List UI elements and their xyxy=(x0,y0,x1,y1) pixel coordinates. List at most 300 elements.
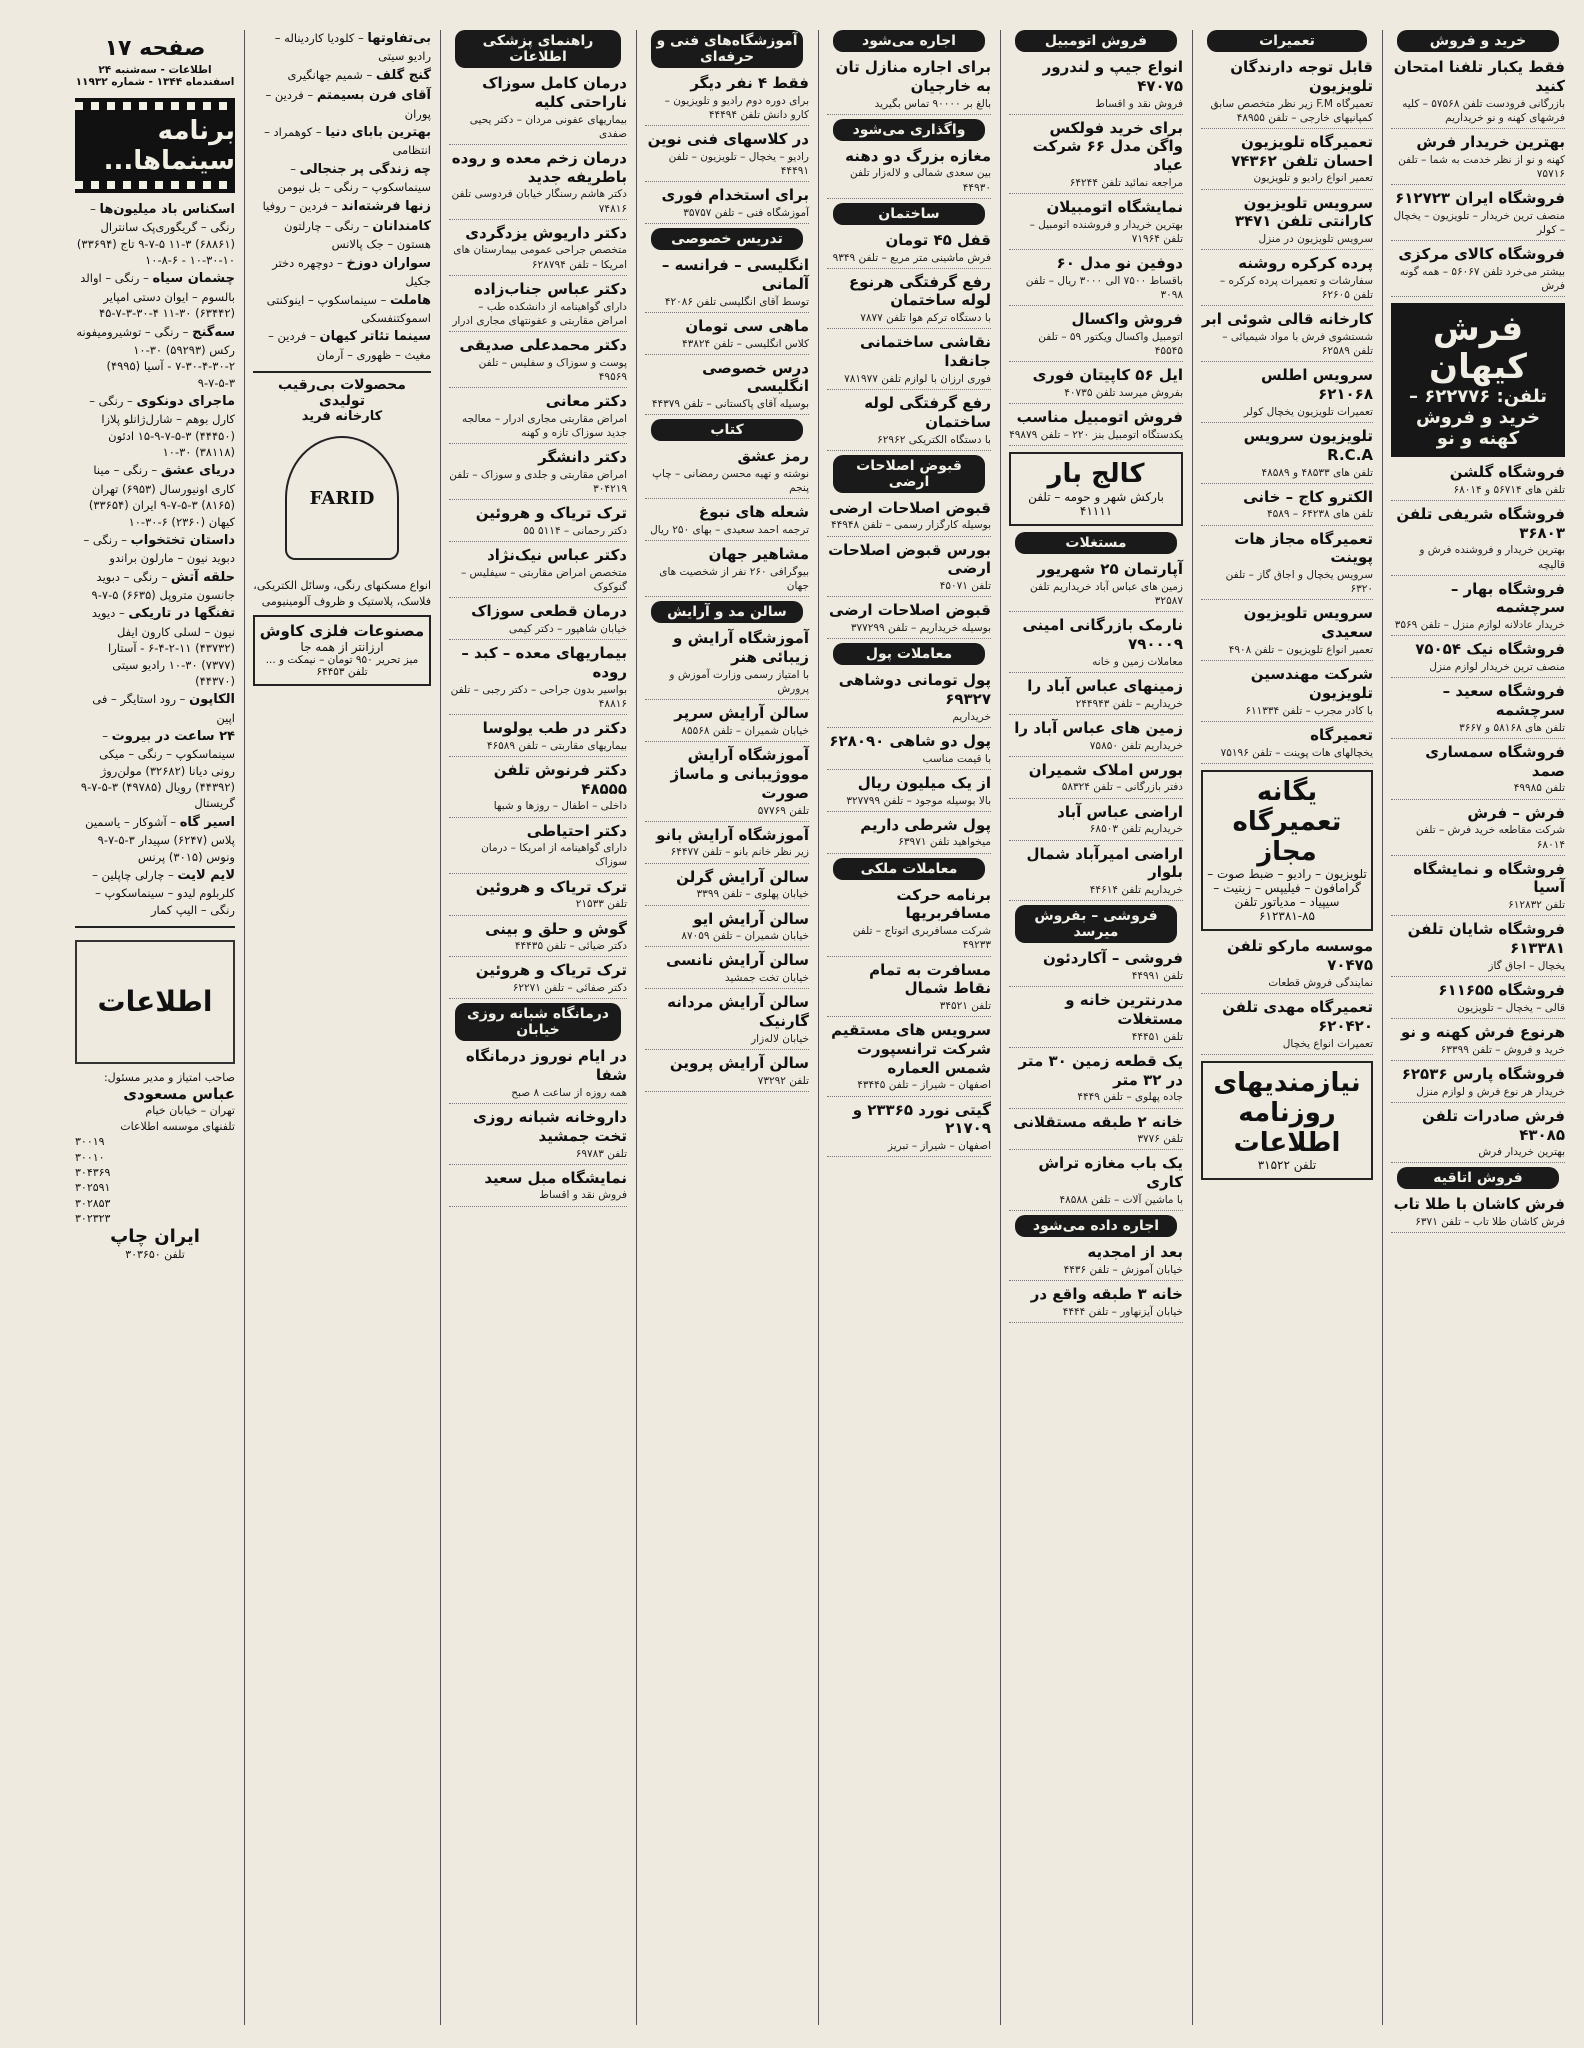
classified-ad xyxy=(1009,366,1183,404)
ad-title: یک قطعه زمین ۳۰ متر در ۳۲ متر xyxy=(1018,1051,1183,1089)
section-banner: سالن مد و آرایش xyxy=(651,601,803,623)
ad-title: پول دو شاهی ۶۲۸۰۹۰ xyxy=(829,731,991,750)
boxed-ad-title: فرش کیهان xyxy=(1429,309,1527,387)
section-banner: کتاب xyxy=(651,419,803,441)
classified-ad xyxy=(827,273,991,330)
section-banner: درمانگاه شبانه روزی خیابان xyxy=(455,1003,621,1041)
ad-title: فرش کاشان با طلا تاب xyxy=(1393,1195,1565,1214)
ad-text: خریداریم تلفن ۷۵۸۵۰ xyxy=(1089,739,1183,752)
cinema-listing xyxy=(253,292,431,327)
ad-title: در ایام نوروز درمانگاه شفا xyxy=(465,1047,627,1085)
ad-title: درمان کامل سوزاک ناراحتی کلیه xyxy=(482,74,627,111)
cinema-name: ۲۴ ساعت در بیروت xyxy=(111,728,235,744)
classified-ad xyxy=(449,1047,627,1104)
ad-text: متخصص امراض مقاربتی – سیفلیس – گنوکوک xyxy=(460,566,627,593)
page-number: صفحه ۱۷ xyxy=(104,36,206,61)
ad-title: دوفین نو مدل ۶۰ xyxy=(1056,254,1183,273)
masthead-logo: اطلاعات xyxy=(75,940,235,1064)
ad-text: باقساط ۷۵۰۰ الی ۳۰۰۰ ریال – تلفن ۳۰۹۸ xyxy=(1025,274,1183,302)
ad-title: تعمیرگاه مجاز هات پوینت xyxy=(1234,529,1373,567)
ad-text: بیماریهای مقاربتی – تلفن ۴۶۵۸۹ xyxy=(486,739,627,752)
column-rule xyxy=(818,30,819,2025)
ad-text: زیر نظر خانم بانو – تلفن ۶۴۴۷۷ xyxy=(670,846,809,859)
classified-ad xyxy=(1201,665,1373,722)
ad-title: قفل ۴۵ تومان xyxy=(885,230,991,249)
classified-ad xyxy=(645,447,809,499)
ad-title: بعد از امجدیه xyxy=(1087,1243,1183,1262)
classified-ad xyxy=(1201,726,1373,764)
ad-text: کهنه و نو از نظر خدمت به شما – تلفن ۷۵۷۱۶ xyxy=(1398,153,1565,180)
classified-ad xyxy=(449,761,627,818)
ad-title: رفع گرفتگی لوله ساختمان xyxy=(864,394,991,431)
cinema-name: چشمان سیاه xyxy=(152,271,235,287)
ad-text: فرش کاشان طلا تاب – تلفن ۶۳۷۱ xyxy=(1415,1216,1565,1229)
address: تهران – خیابان خیام xyxy=(145,1104,235,1118)
ad-text: بین سعدی شمالی و لاله‌زار تلفن ۴۴۹۳۰ xyxy=(849,167,991,194)
section-banner: ساختمان xyxy=(833,203,985,225)
ad-text: تعمیرات تلویزیون یخچال کولر xyxy=(1243,405,1373,418)
ad-text: خیابان آیزنهاور – تلفن ۴۴۴۴ xyxy=(1062,1305,1183,1318)
farid-logo-area xyxy=(253,428,431,578)
classified-ad xyxy=(645,704,809,742)
ad-title: در کلاسهای فنی نوین xyxy=(647,130,809,149)
ad-title: فروشگاه سمساری صمد xyxy=(1425,742,1565,780)
section-banner: واگذاری می‌شود xyxy=(833,119,985,141)
classified-ad xyxy=(1391,682,1565,739)
ad-text: دکتر ضیائی – تلفن ۴۴۴۳۵ xyxy=(514,940,627,953)
classified-ad xyxy=(449,602,627,640)
ad-text: تلفن ۶۹۷۸۳ xyxy=(575,1147,627,1160)
ad-text: بوسیله خریداریم – تلفن ۳۷۷۲۹۹ xyxy=(850,622,991,635)
ad-title: فروشگاه ۶۱۱۶۵۵ xyxy=(1438,981,1565,1000)
cinema-details: – سینماسکوپ – رنگی – میکی رونی دیانا (۳۲۶۸۲) مولن‌روژ (۴۴۳۹۲) رویال (۴۹۷۸۵) ۳-۵-۷-۹ گریستال xyxy=(80,728,235,811)
section-banner: فروشی – بفروش میرسد xyxy=(1015,905,1177,943)
classified-ad xyxy=(827,774,991,812)
classified-ad xyxy=(449,920,627,958)
ad-text: خریداریم تلفن ۴۴۶۱۴ xyxy=(1089,884,1183,897)
classified-ad xyxy=(1009,845,1183,902)
ad-text: منصف ترین خریدار – تلویزیون – یخچال – کولر xyxy=(1393,209,1565,236)
cinema-listing xyxy=(253,87,431,122)
cinema-listing xyxy=(75,462,235,529)
ad-title: ماهی سی تومان xyxy=(685,316,809,335)
ad-title: فروشگاه نیک ۷۵۰۵۴ xyxy=(1415,640,1565,659)
phone-number: ۳۰۴۳۶۹ xyxy=(75,1165,111,1179)
classified-ad xyxy=(827,394,991,451)
ad-title: قبوض اصلاحات ارضی xyxy=(829,498,991,517)
ad-title: سالن آرایش گرلن xyxy=(676,867,809,886)
ad-text: بواسیر بدون جراحی – دکتر رجبی – تلفن ۴۸۸۱۶ xyxy=(450,683,627,710)
ad-title: برای استخدام فوری xyxy=(661,186,809,205)
classified-ad xyxy=(645,993,809,1050)
kavosh-sub: ارزانتر از همه جا xyxy=(300,640,384,655)
ad-text: خریدار هر نوع فرش و لوازم منزل xyxy=(1416,1085,1565,1098)
ad-text: تلفن های ۴۸۵۳۳ و ۴۸۵۸۹ xyxy=(1261,466,1373,479)
classified-ad xyxy=(1009,949,1183,987)
column-furniture xyxy=(1386,30,1570,2025)
ad-title: ایل ۵۶ کاپیتان فوری xyxy=(1032,366,1183,385)
ad-text: خیابان تخت جمشید xyxy=(725,972,809,985)
ad-text: کلاس انگلیسی – تلفن ۴۳۸۲۴ xyxy=(682,337,809,350)
ad-text: تعمیرات انواع یخچال xyxy=(1282,1037,1373,1050)
classified-ad xyxy=(1009,1052,1183,1109)
classified-ad xyxy=(449,1169,627,1207)
cinema-details: – فردین – مغیث – ظهوری – آرمان xyxy=(268,329,431,362)
classified-ad xyxy=(827,541,991,598)
cinema-listing xyxy=(75,393,235,460)
cinema-details: – رنگی – گریگوری‌پک سانترال (۶۸۸۶۱) ۳-۱۱ ۵-۷-۹ تاج (۳۳۶۹۴) ۱۰-۳۰-۱۰ - ۶-۸-۱۰ xyxy=(76,202,235,268)
ad-text: نمایندگی فروش قطعات xyxy=(1268,976,1373,989)
boxed-ad-title: یگانه تعمیرگاه مجاز xyxy=(1232,776,1342,867)
ad-title: پول شرطی داریم xyxy=(860,815,991,834)
ad-text: تعمیر انواع تلویزیون – تلفن ۴۹۰۸ xyxy=(1228,643,1373,656)
classified-ad xyxy=(1391,245,1565,297)
classified-ad xyxy=(1201,427,1373,484)
ad-text: خیابان شاهپور – دکتر کیمی xyxy=(508,622,627,635)
ad-text: تلفن ۲۱۵۳۳ xyxy=(575,898,627,911)
classified-ad xyxy=(645,256,809,313)
ad-text: تلفن های ۵۶۷۱۴ و ۶۸۰۱۴ xyxy=(1453,483,1565,496)
section-banner: فروش اتاقیه xyxy=(1397,1167,1559,1189)
classified-ad xyxy=(1201,58,1373,129)
column-education xyxy=(640,30,814,2025)
classified-ad xyxy=(645,910,809,948)
column-cinema xyxy=(70,30,240,2025)
ad-title: شعله های نبوغ xyxy=(698,503,809,522)
cinema-name: بی‌تفاوتها xyxy=(367,31,431,46)
ad-text: اتومبیل واکسال ویکتور ۵۹ – تلفن ۴۵۵۴۵ xyxy=(1038,331,1183,358)
ad-title: فروشگاه پارس ۶۲۵۳۶ xyxy=(1401,1064,1565,1083)
classified-ad xyxy=(1201,133,1373,190)
cinema-details: – رنگی – مینا کاری اونیورسال (۶۹۵۳) تهران (۸۱۶۵) ۳-۵-۷-۹ ایران (۳۳۶۵۴) کیهان (۲۳۶۰) ۶-۳۰-۱۰ xyxy=(88,463,235,529)
ad-text: زمین های عباس آباد خریداریم تلفن ۳۲۵۸۷ xyxy=(1030,580,1183,608)
ad-title: فروشگاه ایران ۶۱۲۷۲۳ xyxy=(1395,188,1565,207)
classified-ad xyxy=(449,149,627,220)
ad-title: اراضی امیرآباد شمال بلوار xyxy=(1026,844,1183,882)
cinema-listing xyxy=(253,198,431,216)
ad-text: تلفن ۵۷۷۶۹ xyxy=(757,804,809,817)
ad-text: تلفن ۴۴۹۹۱ xyxy=(1131,969,1183,982)
column-repair xyxy=(1196,30,1378,2025)
classified-ad xyxy=(827,1021,991,1096)
cinema-details: – رنگی – دبوید نیون – مارلون براندو xyxy=(83,532,235,566)
classified-ad xyxy=(1391,463,1565,501)
ad-text: تلفن ۶۱۲۸۳۲ xyxy=(1508,899,1565,912)
classified-ad xyxy=(645,130,809,182)
ad-text: خیابان آموزش – تلفن ۴۴۳۶ xyxy=(1063,1263,1183,1276)
cinema-details: – آشوکار – یاسمین پلاس (۶۲۴۷) سپیدار ۳-۵-۷-۹ ونوس (۳۰۱۵) پرنس xyxy=(85,814,235,864)
ad-title: فروشگاه و نمایشگاه آسیا xyxy=(1413,859,1565,897)
ad-text: سرویس یخچال و اجاق گاز – تلفن ۶۳۲۰ xyxy=(1225,569,1373,596)
section-banner: آموزشگاه‌های فنی و حرفه‌ای xyxy=(651,30,803,68)
classified-ad xyxy=(1201,310,1373,362)
boxed-ad-text: تلفن ۳۱۵۲۲ xyxy=(1257,1158,1317,1173)
ad-text: تعمیرگاه F.M زیر نظر متخصص سابق کمپانیهای خارجی – تلفن ۴۸۹۵۵ xyxy=(1210,97,1373,124)
ad-text: توسط آقای انگلیسی تلفن ۴۲۰۸۶ xyxy=(664,295,809,308)
ad-text: با ماشین آلات – تلفن ۴۸۵۸۸ xyxy=(1059,1193,1183,1206)
classified-ad xyxy=(449,448,627,500)
cinema-listing xyxy=(75,691,235,726)
ad-title: دکتر احتیاطی xyxy=(526,821,627,840)
cinema-details: – چارلی چاپلین – کلربلوم لیدو – سینماسکوپ – رنگی – الیپ کمار xyxy=(92,867,235,917)
ad-title: سالن آرایش پروین xyxy=(669,1054,809,1073)
ad-title: پرده کرکره روشنه xyxy=(1238,254,1373,273)
ad-text: سفارشات و تعمیرات پرده کرکره – تلفن ۶۲۶۰۵ xyxy=(1219,274,1373,302)
classified-ad xyxy=(1201,937,1373,994)
section-banner: اجاره داده می‌شود xyxy=(1015,1215,1177,1237)
ad-text: اصفهان – شیراز – تلفن ۴۳۴۴۵ xyxy=(857,1079,991,1092)
cinema-name: الکاپون xyxy=(189,692,235,708)
classified-ad xyxy=(645,503,809,541)
section-banner: معاملات پول xyxy=(833,643,985,665)
phone-number: ۳۰۲۳۲۳ xyxy=(75,1212,111,1226)
ad-text: پوست و سوزاک و سفلیس – تلفن ۴۹۵۶۹ xyxy=(478,356,627,383)
repair-ads xyxy=(1201,30,1373,1180)
kavosh-title: مصنوعات فلزی کاوش xyxy=(259,621,425,640)
factory-name: کارخانه فرید xyxy=(301,409,383,425)
ad-title: گیتی نورد ۲۳۳۶۵ و ۲۱۷۰۹ xyxy=(852,1100,991,1138)
classified-ad xyxy=(827,886,991,957)
boxed-ad-title: کالج بار xyxy=(1047,459,1145,490)
ad-text: آموزشگاه فنی – تلفن ۳۵۷۵۷ xyxy=(683,206,809,219)
classified-ad xyxy=(1391,1065,1565,1103)
ad-title: ترک تریاک و هروئین xyxy=(475,877,627,896)
ad-title: بورس قبوض اصلاحات ارضی xyxy=(828,540,991,578)
ad-title: سرویس های مستقیم شرکت ترانسپورت شمس العماره xyxy=(831,1021,991,1077)
ad-text: نوشته و تهیه محسن رمضانی – چاپ پنجم xyxy=(652,468,809,495)
ad-title: سرویس اطلس ۶۲۱۰۶۸ xyxy=(1260,366,1373,404)
ad-text: متخصص جراحی عمومی بیمارستان های امریکا – تلفن ۶۲۸۷۹۴ xyxy=(453,244,627,271)
ad-title: برای اجاره منازل تان به خارجیان xyxy=(835,58,991,95)
classified-ad xyxy=(645,629,809,700)
ad-title: دکتر در طب یولوسا xyxy=(482,718,627,737)
owner-label: صاحب امتیاز و مدیر مسئول: xyxy=(103,1070,235,1084)
ad-title: درمان زخم معده و روده باطریفه جدید xyxy=(451,148,627,186)
cinema-details: – رنگی – توشیرومیفونه رکس (۵۹۲۹۳) ۳۰-۱۰ ۲-۳۰-۴-۳۰-۷ - آسیا (۴۹۹۵) ۳-۵-۷-۹ xyxy=(76,324,235,390)
column-health xyxy=(444,30,632,2025)
classified-ad xyxy=(1009,677,1183,715)
classified-ad xyxy=(1009,58,1183,115)
classified-ad xyxy=(449,644,627,715)
cinema-name: سینما تئاتر کیهان xyxy=(319,329,431,345)
classified-ad xyxy=(645,826,809,864)
ad-text: دارای گواهینامه از دانشکده طب – امراض مقاربتی و عفونتهای مجاری ادرار xyxy=(452,300,627,327)
classified-ad xyxy=(1391,1107,1565,1164)
ad-text: همه روزه از ساعت ۸ صبح xyxy=(511,1086,627,1099)
cinema-name: گنج گلف xyxy=(375,67,431,83)
column-auto xyxy=(1004,30,1188,2025)
classified-ad xyxy=(449,392,627,444)
classified-ad xyxy=(449,280,627,332)
ad-text: منصف ترین خریدار لوازم منزل xyxy=(1429,661,1565,674)
cinema-listing xyxy=(253,30,431,65)
ad-title: برنامه حرکت مسافربریها xyxy=(896,885,991,923)
ad-text: تلفن ۷۳۲۹۲ xyxy=(757,1074,809,1087)
ad-text: بیماریهای عفونی مردان – دکتر یحیی صفدی xyxy=(469,113,627,140)
classified-ad xyxy=(1009,1243,1183,1281)
ad-title: سالن آرایش سرپر xyxy=(674,704,809,723)
ad-text: بهترین خریدار فرش xyxy=(1478,1146,1565,1159)
cinema-name: اسیر گاه xyxy=(179,814,235,830)
classified-ad xyxy=(827,816,991,854)
column-rule xyxy=(1000,30,1001,2025)
column-rent xyxy=(822,30,996,2025)
cinema-listing xyxy=(75,270,235,321)
ad-title: آپارتمان ۲۵ شهریور xyxy=(1037,560,1183,579)
ad-title: الکترو کاج – خانی xyxy=(1243,487,1373,506)
ad-text: فروش نقد و اقساط xyxy=(1095,97,1183,110)
classified-ad xyxy=(1391,1195,1565,1233)
ad-text: خیابان شمیران – تلفن ۸۷۰۵۹ xyxy=(681,930,809,943)
printer: ایران چاپ xyxy=(110,1226,200,1248)
classified-ad xyxy=(1009,1285,1183,1323)
classified-ad xyxy=(1201,604,1373,661)
ad-text: تلفن ۳۴۵۲۱ xyxy=(939,1000,991,1012)
section-banner: راهنمای پزشکی اطلاعات xyxy=(455,30,621,68)
ad-title: فروش اتومبیل مناسب xyxy=(1016,408,1183,427)
cinema-details: – رنگی – کارل بوهم – شارل‌ژانلو پلازا (۴۴۴۵۰) ۳-۵-۷-۹-۱۵ ادئون (۳۸۱۱۸) ۳۰-۱۰ xyxy=(89,393,235,460)
cinema-listing xyxy=(75,324,235,391)
classified-ad xyxy=(645,186,809,224)
classified-ad xyxy=(449,822,627,874)
farid-title: محصولات بی‌رقیب تولیدی xyxy=(278,377,406,410)
classified-ad xyxy=(449,336,627,388)
ad-title: فروشگاه کالای مرکزی xyxy=(1398,245,1565,264)
cinema-name: آقای فرن بسیمتم xyxy=(316,88,431,104)
issue-line: اطلاعات - سه‌شنبه ۲۴ اسفندماه ۱۳۴۴ - شماره ۱۱۹۳۲ xyxy=(75,64,235,88)
phone-number: ۳۰۲۸۵۳ xyxy=(75,1196,111,1210)
ad-text: امراض مقاربتی مجاری ادرار – معالجه جدید سوزاک تازه و کهنه xyxy=(462,412,627,439)
kavosh-text: میز تحریر ۹۵۰ تومان – نیمکت و ... تلفن ۶۴۴۵۳ xyxy=(265,654,419,679)
classified-ad xyxy=(1391,58,1565,129)
cinema-details: – فردین – پوران xyxy=(265,88,431,121)
cinema-name: تفنگها در تاریکی xyxy=(128,606,235,622)
ad-text: تلفن ۴۴۴۵۱ xyxy=(1131,1030,1183,1043)
ad-title: فروشگاه شایان تلفن ۶۱۳۳۸۱ xyxy=(1407,920,1565,958)
classified-ad xyxy=(1009,616,1183,673)
cinema-name: بهترین بابای دنیا xyxy=(325,125,431,141)
classified-ad xyxy=(1201,254,1373,306)
column-rule xyxy=(1382,30,1383,2025)
ad-text: با دستگاه الکتریکی ۶۲۹۶۲ xyxy=(877,433,991,446)
column-rule xyxy=(440,30,441,2025)
ad-title: درمان قطعی سوزاک xyxy=(471,602,627,621)
section-banner: تدریس خصوصی xyxy=(651,228,803,250)
ad-title: پول تومانی دوشاهی ۶۹۳۲۷ xyxy=(838,671,991,708)
ad-title: انگلیسی – فرانسه – آلمانی xyxy=(661,256,809,293)
ad-text: تعمیر انواع رادیو و تلویزیون xyxy=(1253,172,1373,185)
cinema-listing xyxy=(75,569,235,604)
phone-number: ۳۰۲۵۹۱ xyxy=(75,1181,111,1195)
ad-text: برای دوره دوم رادیو و تلویزیون – کارو دانش تلفن ۴۴۴۹۴ xyxy=(664,94,809,121)
ad-text: سرویس تلویزیون در منزل xyxy=(1258,233,1373,246)
ad-title: فرش – فرش xyxy=(1467,803,1565,822)
ad-title: دکتر عباس جناب‌زاده xyxy=(474,279,627,298)
classified-ad xyxy=(1009,719,1183,757)
cinema-details: – رنگی – چارلتون هستون – جک پالانس xyxy=(284,219,431,252)
ad-title: نارمک بازرگانی امینی ۷۹۰۰۰۹ xyxy=(1022,616,1183,653)
classified-ad xyxy=(1201,998,1373,1055)
ad-title: مسافرت به تمام نقاط شمال xyxy=(869,960,991,998)
masthead-block xyxy=(75,926,235,1263)
classified-ad xyxy=(1391,640,1565,678)
ad-title: رمز عشق xyxy=(737,447,809,466)
printer-phone: تلفن ۳۰۳۶۵۰ xyxy=(125,1248,185,1262)
ad-text: رادیو – یخچال – تلویزیون – تلفن ۴۴۴۹۱ xyxy=(668,150,809,178)
classified-ad xyxy=(449,1108,627,1165)
ad-title: دکتر دانشگر xyxy=(538,448,627,467)
classified-ad xyxy=(1391,804,1565,856)
classified-ad xyxy=(827,671,991,728)
ad-text: جاده پهلوی – تلفن ۴۴۴۹ xyxy=(1077,1091,1183,1104)
ad-title: کارخانه قالی شوئی ابر xyxy=(1201,310,1373,329)
classified-ad xyxy=(645,868,809,906)
classified-ad xyxy=(1391,981,1565,1019)
ad-text: فرش ماشینی متر مربع – تلفن ۹۳۴۹ xyxy=(832,251,991,264)
boxed-ad xyxy=(1201,1061,1373,1181)
ad-title: فرش صادرات تلفن ۴۳۰۸۵ xyxy=(1421,1106,1565,1144)
ad-title: زمین های عباس آباد را xyxy=(1014,718,1183,737)
cinema-listing xyxy=(75,814,235,865)
ad-title: نمایشگاه اتومبیلان xyxy=(1046,198,1183,217)
classified-ad xyxy=(1009,560,1183,612)
ad-title: دکتر عباس نیک‌نژاد xyxy=(487,546,627,565)
cinema-listing xyxy=(75,201,235,268)
ad-title: فقط ۴ نفر دیگر xyxy=(690,74,809,92)
classified-ad xyxy=(827,499,991,537)
ad-title: سرویس تلویزیون کارانتی تلفن ۳۴۷۱ xyxy=(1234,193,1373,231)
cinema-listing xyxy=(253,255,431,290)
cinema-name: داستان تختخواب xyxy=(130,532,235,548)
boxed-ad xyxy=(1201,770,1373,932)
ad-title: ترک تریاک و هروئین xyxy=(475,961,627,980)
section-banner: خرید و فروش xyxy=(1397,30,1559,52)
cinema-banner: برنامه سینماها... xyxy=(75,98,235,193)
ad-title: نقاشی ساختمانی جانقدا xyxy=(859,333,991,371)
classified-ad xyxy=(1391,189,1565,241)
ad-title: فروشی – آکاردئون xyxy=(1042,949,1183,968)
ad-text: مراجعه نمائید تلفن ۶۴۲۴۴ xyxy=(1069,176,1183,189)
ad-text: بالا بوسیله موجود – تلفن ۳۲۷۷۹۹ xyxy=(846,794,991,807)
ad-text: شستشوی فرش با مواد شیمیائی – تلفن ۶۲۵۸۹ xyxy=(1222,331,1373,358)
ad-text: معاملات زمین و خانه xyxy=(1092,655,1183,668)
classified-ad xyxy=(1009,1113,1183,1151)
ad-text: تلفن های ۵۸۱۶۸ و ۳۶۶۷ xyxy=(1459,721,1565,734)
ad-title: آموزشگاه آرایش و زیبائی هنر xyxy=(673,629,809,667)
ad-text: با دستگاه ترکم هوا تلفن ۷۸۷۷ xyxy=(860,312,991,325)
cinema-name: حلقه آتش xyxy=(170,569,235,585)
ad-title: اراضی عباس آباد xyxy=(1057,802,1183,821)
ad-text: با قیمت مناسب xyxy=(922,752,991,765)
ad-title: سالن آرایش نانسی xyxy=(665,951,809,970)
ad-title: داروخانه شبانه روزی تخت جمشید xyxy=(473,1108,627,1145)
ad-title: تعمیرگاه تلویزیون احسان تلفن ۷۴۳۶۲ xyxy=(1231,132,1373,170)
cinema-details: – رنگی – اوالد بالسوم – ایوان دستی امپایر (۶۳۴۴۲) ۳۰-۱۱ ۴-۳۰-۳-۷-۴۵ xyxy=(80,271,235,321)
ad-text: شرکت مسافربری اتوتاج – تلفن ۴۹۲۳۳ xyxy=(852,925,991,952)
classified-ad xyxy=(827,1101,991,1158)
ad-title: آموزشگاه آرایش بانو xyxy=(656,825,809,844)
classified-ad xyxy=(1391,580,1565,637)
ad-text: با امتیاز رسمی وزارت آموزش و پرورش xyxy=(669,668,809,696)
classified-ad xyxy=(1009,408,1183,446)
ad-text: خیابان لاله‌زار xyxy=(751,1032,809,1045)
ad-title: خانه ۲ طبقه مستقلانی xyxy=(1013,1112,1183,1131)
ad-text: دکتر صفائی – تلفن ۶۲۲۷۱ xyxy=(512,982,627,995)
classified-ad xyxy=(449,878,627,916)
classified-ad xyxy=(1009,761,1183,799)
ad-text: فوری ارزان با لوازم تلفن ۷۸۱۹۷۷ xyxy=(844,372,991,385)
classified-ad xyxy=(449,504,627,542)
